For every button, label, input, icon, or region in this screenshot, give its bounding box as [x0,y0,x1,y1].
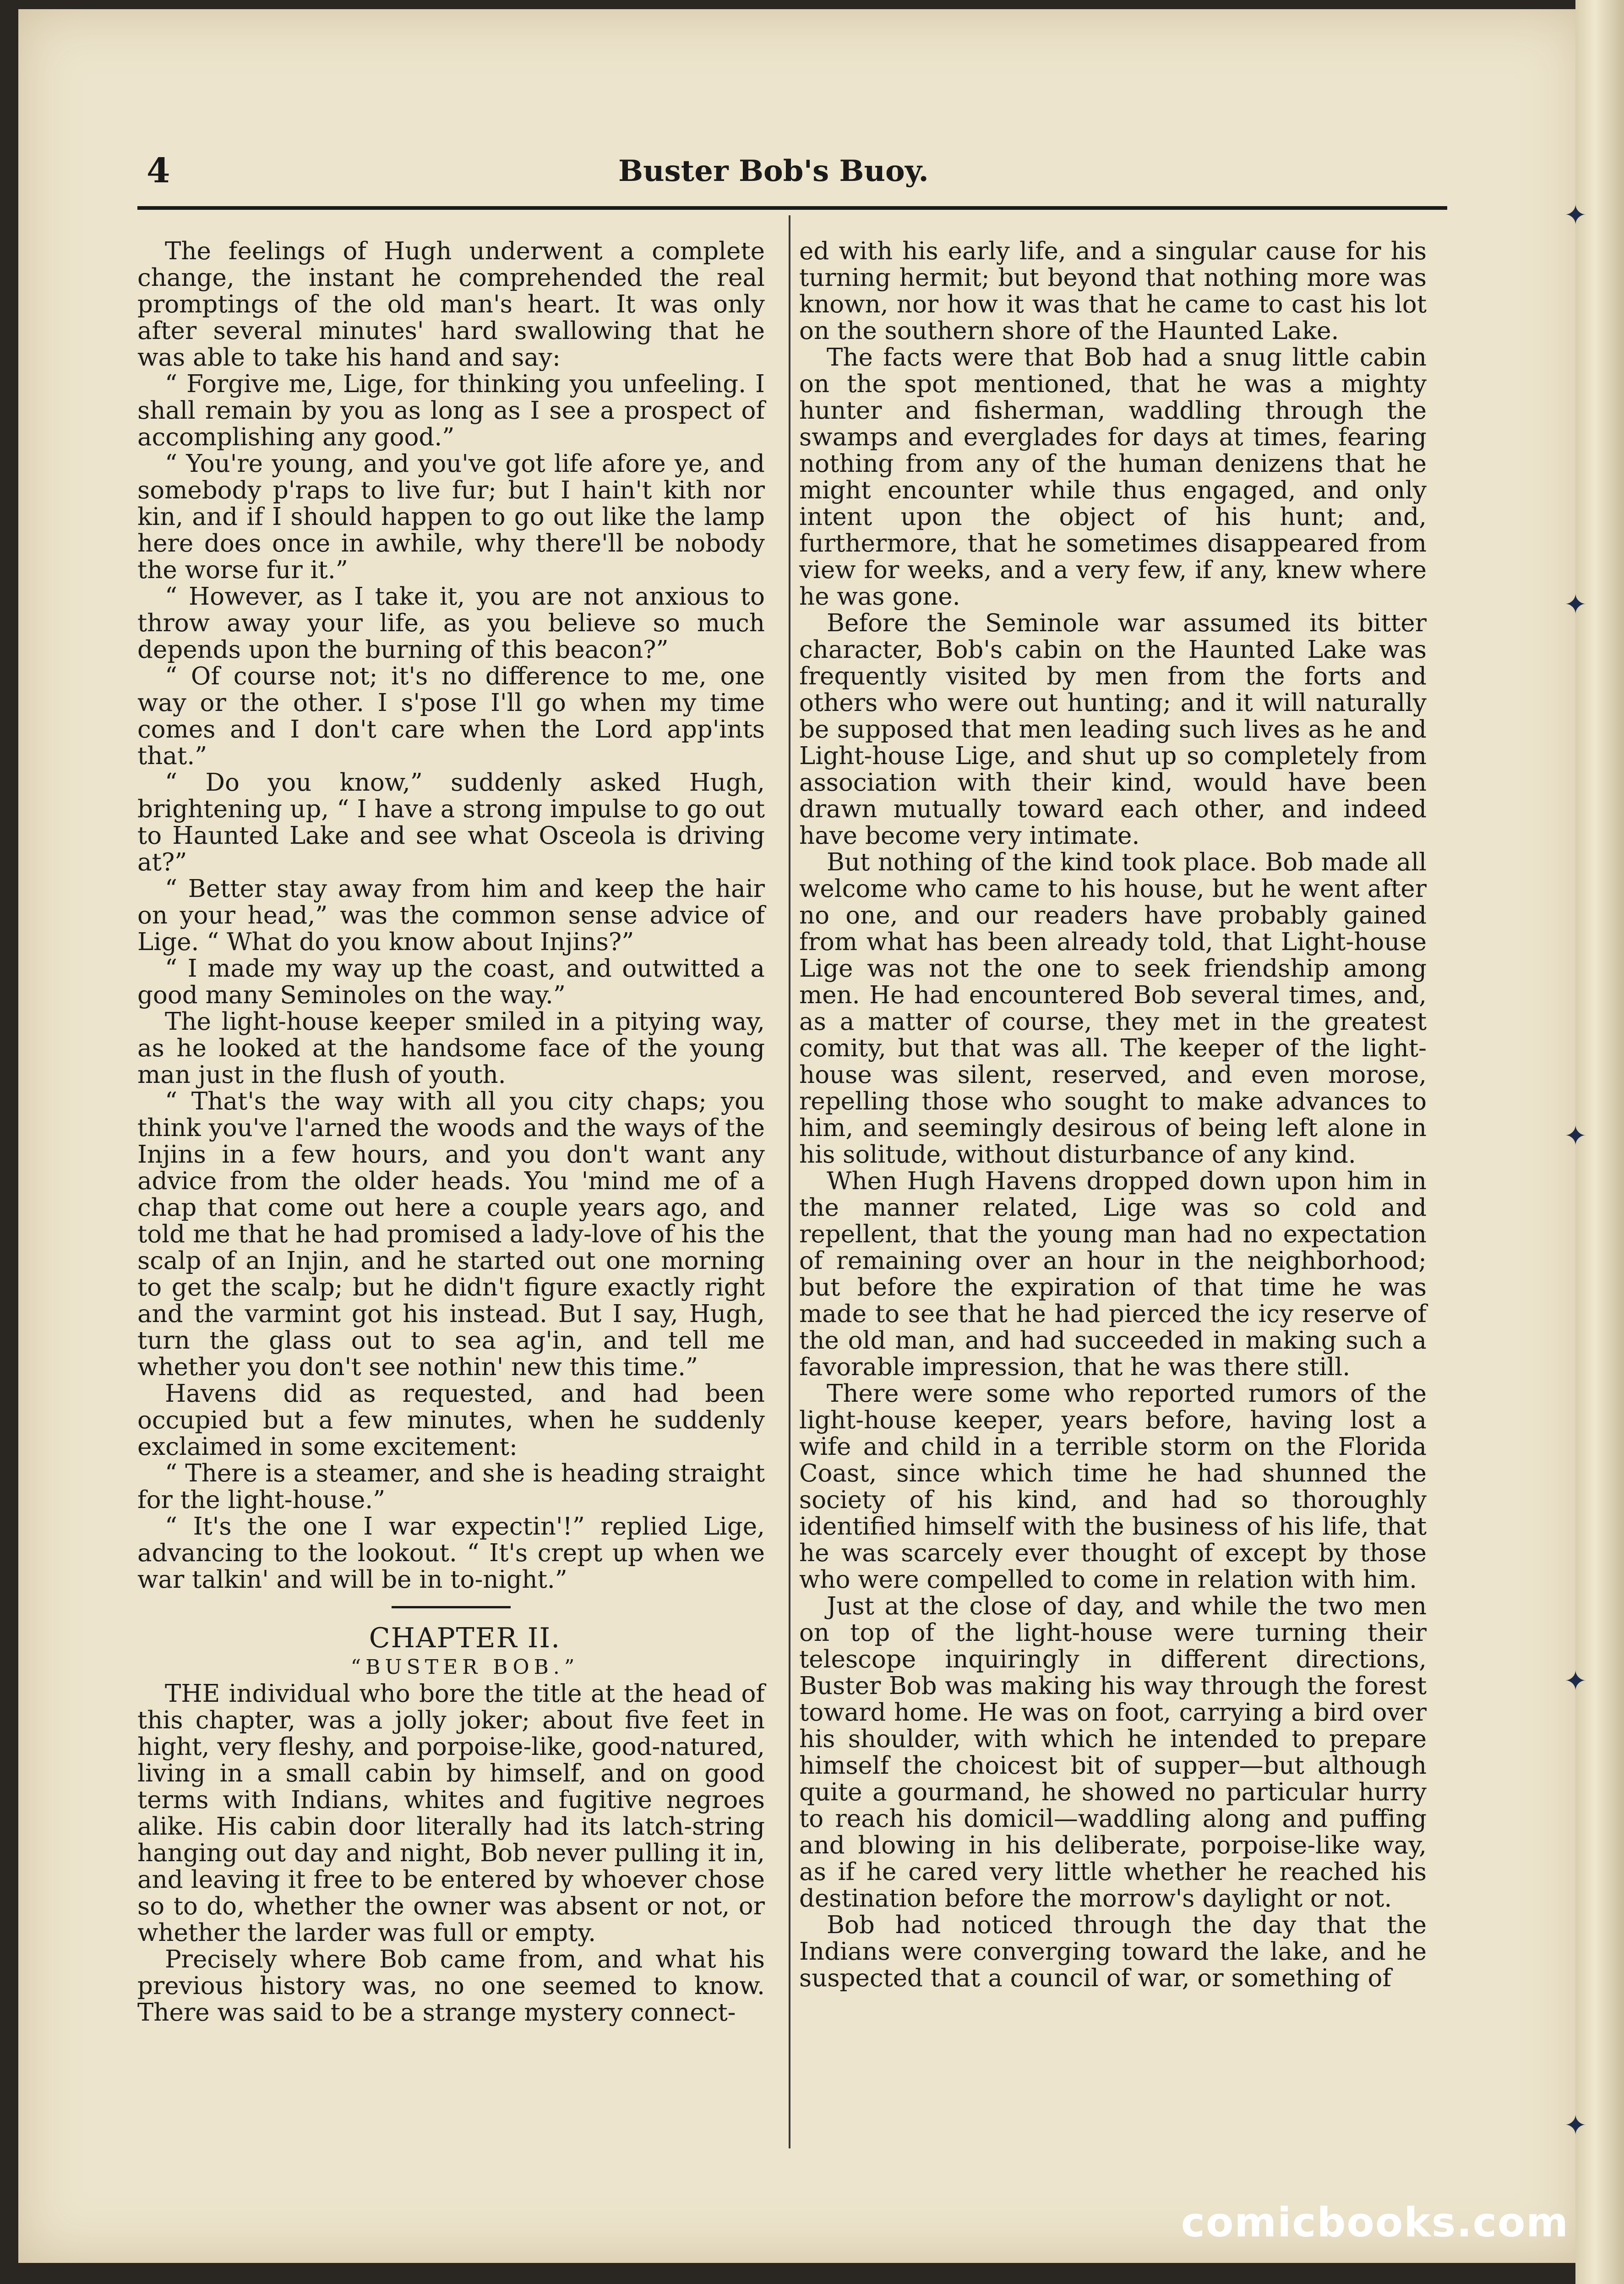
chapter-subheading: “BUSTER BOB.” [350,1656,579,1679]
paragraph: THE individual who bore the title at the head of this chapter, was a jolly joker; about five feet in hight, very fleshy, and porpoise-like, good-natured, living in a small cabin by himself, and on good terms with Indians, whites and fugitive negroes alike. His cabin door literally had its latch-string hanging out day and night, Bob never pulling it in, and leaving it free to be entered by whoever chose so to do, whether the owner was absent or not, or whether the larder was full or empty. [137,1680,765,1947]
running-title: Buster Bob's Buoy. [618,154,929,188]
page-number: 4 [147,151,170,191]
left-column [137,238,765,2144]
header-rule [137,206,1447,210]
binding-stitch: ✦ [1564,1120,1587,1152]
paragraph: Precisely where Bob came from, and what his previous history was, no one seemed to know. There was said to be a strange mystery connect- [137,1945,765,2027]
paragraph: “ Better stay away from him and keep the hair on your head,” was the common sense advice of Lige. “ What do you know about Injins?” [137,875,765,956]
paragraph: “ There is a steamer, and she is heading straight for the light-house.” [137,1459,765,1514]
chapter-divider [392,1606,511,1608]
paragraph: “ Forgive me, Lige, for thinking you unfeeling. I shall remain by you as long as I see a prospect of accomplishing any good.” [137,370,765,451]
paragraph: “ Do you know,” suddenly asked Hugh, brightening up, “ I have a strong impulse to go out to Haunted Lake and see what Osceola is driving at?” [137,769,765,876]
paragraph: The facts were that Bob had a snug little cabin on the spot mentioned, that he was a mighty hunter and fisherman, waddling through the swamps and everglades for days at times, fearing nothing from any of the human denizens that he might encounter while thus engaged, and only intent upon the object of his hunt; and, furthermore, that he sometimes disappeared from view for weeks, and a very few, if any, knew where he was gone. [799,344,1427,611]
paragraph: Havens did as requested, and had been occupied but a few minutes, when he suddenly exclaimed in some excitement: [137,1380,765,1461]
page-header [137,151,1447,202]
paragraph: Just at the close of day, and while the two men on top of the light-house were turning their telescope inquiringly in different directions, Buster Bob was making his way through the forest toward home. He was on foot, carrying a bird over his shoulder, with which he intended to prepare himself the choicest bit of supper—but although quite a gourmand, he showed no particular hurry to reach his domicil—waddling along and puffing and blowing in his deliberate, porpoise-like way, as if he cared very little whether he reached his destination before the morrow's daylight or not. [799,1592,1427,1912]
paragraph: Before the Seminole war assumed its bitter character, Bob's cabin on the Haunted Lake was frequently visited by men from the forts and others who were out hunting; and it will naturally be supposed that men leading such lives as he and Light-house Lige, and shut up so completely from association with their kind, would have been drawn mutually toward each other, and indeed have become very intimate. [799,609,1427,850]
paragraph: The light-house keeper smiled in a pitying way, as he looked at the handsome face of the young man just in the flush of youth. [137,1008,765,1089]
paragraph: But nothing of the kind took place. Bob made all welcome who came to his house, but he went after no one, and our readers have probably gained from what has been already told, that Light-house Lige was not the one to seek friendship among men. He had encountered Bob several times, and, as a matter of course, they met in the greatest comity, but that was all. The keeper of the light-house was silent, reserved, and even morose, repelling those who sought to make advances to him, and seemingly desirous of being left alone in his solitude, without disturbance of any kind. [799,848,1427,1169]
paragraph: There were some who reported rumors of the light-house keeper, years before, having lost a wife and child in a terrible storm on the Florida Coast, since which time he had shunned the society of his kind, and had so thoroughly identified himself with the business of his life, that he was scarcely ever thought of except by those who were compelled to come in relation with him. [799,1380,1427,1594]
binding-stitch: ✦ [1564,589,1587,621]
paragraph: “ That's the way with all you city chaps; you think you've l'arned the woods and the ways of the Injins in a few hours, and you don't want any advice from the older heads. You 'mind me of a chap that come out here a couple years ago, and told me that he had promised a lady-love of his the scalp of an Injin, and he started out one morning to get the scalp; but he didn't figure exactly right and the varmint got his instead. But I say, Hugh, turn the glass out to sea ag'in, and tell me whether you don't see nothin' new this time.” [137,1087,765,1381]
paragraph: Bob had noticed through the day that the Indians were converging toward the lake, and he suspected that a council of war, or something of [799,1911,1427,1992]
binding-stitch: ✦ [1564,2109,1587,2142]
paragraph: “ I made my way up the coast, and outwitted a good many Seminoles on the way.” [137,955,765,1009]
watermark: comicbooks.com [1181,2199,1569,2246]
right-column [799,238,1427,2144]
paragraph: The feelings of Hugh underwent a complete change, the instant he comprehended the real promptings of the old man's heart. It was only after several minutes' hard swallowing that he was able to take his hand and say: [137,237,765,372]
binding-stitch: ✦ [1564,1665,1587,1697]
column-divider [789,215,790,2148]
chapter-heading: CHAPTER II. [369,1622,561,1654]
paragraph: “ You're young, and you've got life afore ye, and somebody p'raps to live fur; but I hain't kith nor kin, and if I should happen to go out like the lamp here does once in awhile, why there'll be nobody the worse fur it.” [137,450,765,584]
paragraph: “ Of course not; it's no difference to me, one way or the other. I s'pose I'll go when my time comes and I don't care when the Lord app'ints that.” [137,662,765,770]
paragraph-continued: ed with his early life, and a singular cause for his turning hermit; but beyond that nothing more was known, nor how it was that he came to cast his lot on the southern shore of the Haunted Lake. [799,237,1427,345]
paragraph: When Hugh Havens dropped down upon him in the manner related, Lige was so cold and repellent, that the young man had no expectation of remaining over an hour in the neighborhood; but before the expiration of that time he was made to see that he had pierced the icy reserve of the old man, and had succeeded in making such a favorable impression, that he was there still. [799,1167,1427,1381]
paragraph: “ However, as I take it, you are not anxious to throw away your life, as you believe so much depends upon the burning of this beacon?” [137,583,765,664]
paragraph: “ It's the one I war expectin'!” replied Lige, advancing to the lookout. “ It's crept up when we war talkin' and will be in to-night.” [137,1513,765,1594]
binding-stitch: ✦ [1564,199,1587,231]
